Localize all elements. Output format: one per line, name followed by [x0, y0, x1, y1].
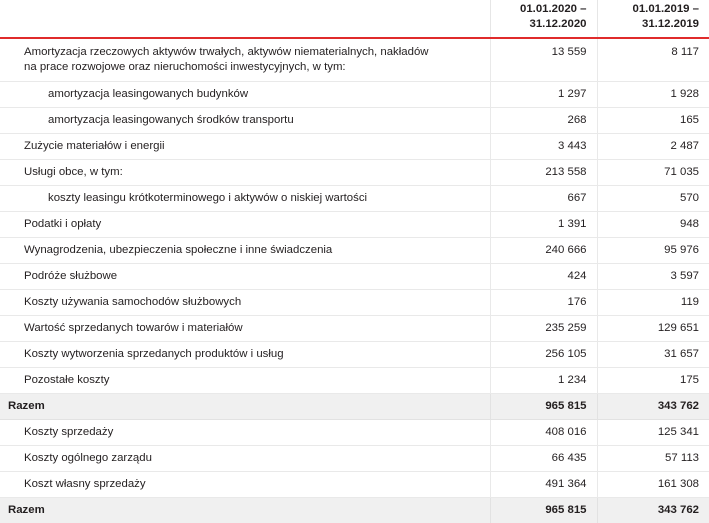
row-value-2020: 424 — [490, 264, 597, 290]
header-cell-period-2019 — [597, 0, 709, 38]
row-value-2020: 408 016 — [490, 420, 597, 446]
period-2020-line1: 01.01.2020 – — [499, 2, 587, 17]
row-label-line1: Amortyzacja rzeczowych aktywów trwałych, aktywów niematerialnych, nakładów — [24, 46, 429, 58]
table-row — [0, 290, 709, 316]
table-header-row — [0, 0, 709, 38]
table-row — [0, 108, 709, 134]
row-label: Podatki i opłaty — [0, 212, 490, 238]
row-label — [0, 38, 490, 82]
row-value-2019: 175 — [597, 368, 709, 394]
table-row — [0, 316, 709, 342]
total-value-2020: 965 815 — [490, 498, 597, 523]
row-value-2019: 129 651 — [597, 316, 709, 342]
row-label: Usługi obce, w tym: — [0, 160, 490, 186]
period-2020-line2: 31.12.2020 — [499, 17, 587, 32]
table-row — [0, 38, 709, 82]
row-value-2020: 1 234 — [490, 368, 597, 394]
table-total-row — [0, 498, 709, 523]
row-value-2019: 165 — [597, 108, 709, 134]
row-value-2020: 240 666 — [490, 238, 597, 264]
row-value-2019: 8 117 — [597, 38, 709, 82]
row-value-2020: 235 259 — [490, 316, 597, 342]
row-label: amortyzacja leasingowanych budynków — [0, 82, 490, 108]
row-value-2020: 3 443 — [490, 134, 597, 160]
row-label: Wartość sprzedanych towarów i materiałów — [0, 316, 490, 342]
row-label: Koszty sprzedaży — [0, 420, 490, 446]
row-label-line2: na prace rozwojowe oraz nieruchomości inwestycyjnych, w tym: — [24, 61, 346, 73]
row-value-2019: 57 113 — [597, 446, 709, 472]
row-value-2019: 3 597 — [597, 264, 709, 290]
row-value-2020: 268 — [490, 108, 597, 134]
row-value-2019: 570 — [597, 186, 709, 212]
row-value-2020: 667 — [490, 186, 597, 212]
row-label: Koszty używania samochodów służbowych — [0, 290, 490, 316]
table-row — [0, 472, 709, 498]
row-value-2019: 71 035 — [597, 160, 709, 186]
header-cell-period-2020 — [490, 0, 597, 38]
table-header — [0, 0, 709, 38]
period-2019-line1: 01.01.2019 – — [606, 2, 700, 17]
row-value-2019: 125 341 — [597, 420, 709, 446]
row-label: Koszt własny sprzedaży — [0, 472, 490, 498]
row-value-2019: 1 928 — [597, 82, 709, 108]
row-value-2019: 161 308 — [597, 472, 709, 498]
table-total-row — [0, 394, 709, 420]
row-label: amortyzacja leasingowanych środków transportu — [0, 108, 490, 134]
total-label: Razem — [0, 498, 490, 523]
table-row — [0, 342, 709, 368]
row-label: Pozostałe koszty — [0, 368, 490, 394]
total-value-2019: 343 762 — [597, 394, 709, 420]
table-row — [0, 238, 709, 264]
row-value-2020: 491 364 — [490, 472, 597, 498]
row-value-2020: 176 — [490, 290, 597, 316]
table-row — [0, 446, 709, 472]
row-value-2020: 1 391 — [490, 212, 597, 238]
table-row — [0, 186, 709, 212]
row-label: Zużycie materiałów i energii — [0, 134, 490, 160]
row-value-2020: 13 559 — [490, 38, 597, 82]
row-value-2020: 1 297 — [490, 82, 597, 108]
period-2019-line2: 31.12.2019 — [606, 17, 700, 32]
table-row — [0, 264, 709, 290]
row-value-2020: 66 435 — [490, 446, 597, 472]
row-label: Podróże służbowe — [0, 264, 490, 290]
total-value-2019: 343 762 — [597, 498, 709, 523]
row-value-2019: 948 — [597, 212, 709, 238]
table-row — [0, 420, 709, 446]
row-value-2019: 2 487 — [597, 134, 709, 160]
row-label: Koszty ogólnego zarządu — [0, 446, 490, 472]
total-label: Razem — [0, 394, 490, 420]
row-label: Koszty wytworzenia sprzedanych produktów i usług — [0, 342, 490, 368]
row-value-2019: 95 976 — [597, 238, 709, 264]
row-value-2020: 256 105 — [490, 342, 597, 368]
row-value-2019: 119 — [597, 290, 709, 316]
table-row — [0, 82, 709, 108]
row-value-2020: 213 558 — [490, 160, 597, 186]
table-row — [0, 368, 709, 394]
table-body — [0, 38, 709, 523]
table-row — [0, 212, 709, 238]
table-row — [0, 160, 709, 186]
row-label: koszty leasingu krótkoterminowego i aktywów o niskiej wartości — [0, 186, 490, 212]
total-value-2020: 965 815 — [490, 394, 597, 420]
row-value-2019: 31 657 — [597, 342, 709, 368]
table-row — [0, 134, 709, 160]
row-label: Wynagrodzenia, ubezpieczenia społeczne i inne świadczenia — [0, 238, 490, 264]
header-cell-label — [0, 0, 490, 38]
